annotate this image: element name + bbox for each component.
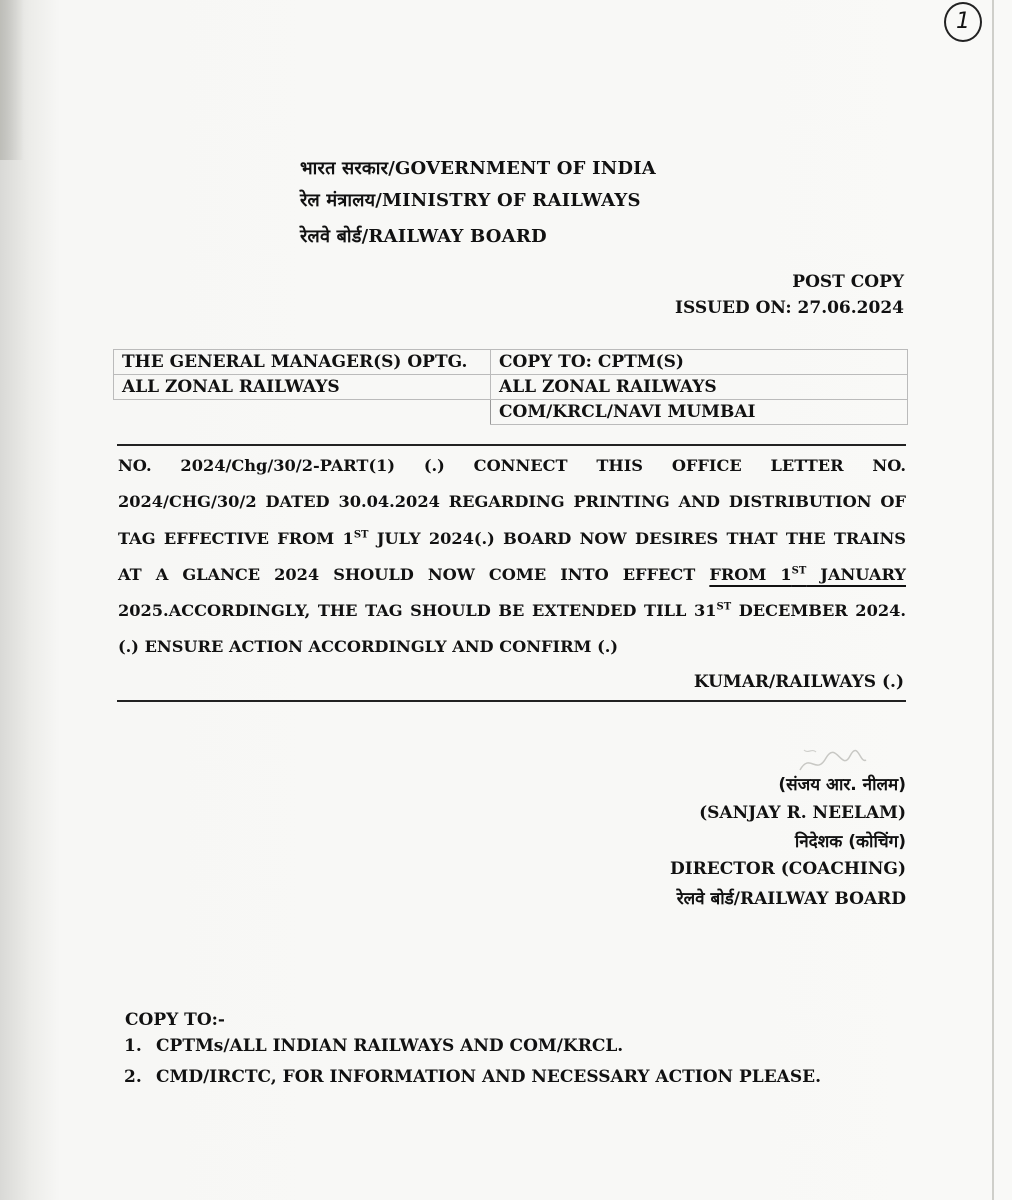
signatory-title-english: DIRECTOR (COACHING) [669, 859, 906, 879]
issued-on-label: ISSUED ON: [675, 298, 792, 318]
copy-to-title: COPY TO:- [125, 1010, 225, 1030]
divider-bottom [117, 700, 906, 702]
letter-body [118, 448, 906, 666]
signatory-name-english: (SANJAY R. NEELAM) [699, 803, 906, 823]
header-line-3-english: /RAILWAY BOARD [361, 226, 547, 247]
body-line-4: AT A GLANCE 2024 SHOULD NOW COME INTO EFFECT FROM 1ST JANUARY [118, 564, 906, 584]
list-item: 2. CMD/IRCTC, FOR INFORMATION AND NECESSARY ACTION PLEASE. [124, 1067, 822, 1087]
copy-to-list [124, 1033, 821, 1095]
header-line-2-hindi: रेल मंत्रालय [300, 190, 376, 211]
page-edge [992, 0, 994, 1200]
signatory-title-hindi: निदेशक (कोचिंग) [794, 832, 906, 852]
signatory-name-hindi: (संजय आर. नीलम) [778, 775, 906, 795]
header-line-1-english: /GOVERNMENT OF INDIA [388, 158, 656, 179]
header-line-2 [300, 188, 720, 212]
addressee-line-1: THE GENERAL MANAGER(S) OPTG. [114, 350, 491, 375]
page-number: 1 [944, 2, 982, 42]
body-line-1: NO. 2024/Chg/30/2-PART(1) (.) CONNECT THIS OFFICE LETTER NO. [118, 456, 906, 475]
header-line-1 [300, 156, 720, 180]
copy-to-line-2: ALL ZONAL RAILWAYS [491, 375, 908, 400]
closing-reference: KUMAR/RAILWAYS (.) [693, 672, 904, 692]
header-line-1-hindi: भारत सरकार [300, 158, 389, 179]
body-line-3: TAG EFFECTIVE FROM 1ST JULY 2024(.) BOARD NOW DESIRES THAT THE TRAINS [118, 528, 906, 548]
post-copy-label: POST COPY [792, 272, 904, 292]
header-line-3-hindi: रेलवे बोर्ड [300, 226, 362, 247]
page-shadow [0, 0, 24, 160]
signatory-org: रेलवे बोर्ड/RAILWAY BOARD [676, 889, 906, 909]
header-line-2-english: /MINISTRY OF RAILWAYS [375, 190, 641, 211]
issued-on-date: 27.06.2024 [797, 298, 904, 318]
body-line-5: 2025.ACCORDINGLY, THE TAG SHOULD BE EXTENDED TILL 31ST DECEMBER 2024. [118, 601, 906, 621]
copy-to-line-1: COPY TO: CPTM(S) [491, 350, 908, 375]
list-item: 1. CPTMs/ALL INDIAN RAILWAYS AND COM/KRCL. [124, 1036, 624, 1056]
divider-top [117, 444, 906, 446]
addressee-line-2: ALL ZONAL RAILWAYS [114, 375, 491, 400]
body-line-2: 2024/CHG/30/2 DATED 30.04.2024 REGARDING PRINTING AND DISTRIBUTION OF [118, 492, 906, 512]
underlined-date: FROM 1ST JANUARY [709, 564, 906, 584]
address-table [113, 349, 908, 425]
body-line-6: (.) ENSURE ACTION ACCORDINGLY AND CONFIRM (.) [118, 637, 619, 657]
issued-on [675, 298, 904, 318]
addressee-blank [114, 400, 491, 425]
header-line-3 [300, 224, 720, 248]
copy-to-line-3: COM/KRCL/NAVI MUMBAI [491, 400, 908, 425]
